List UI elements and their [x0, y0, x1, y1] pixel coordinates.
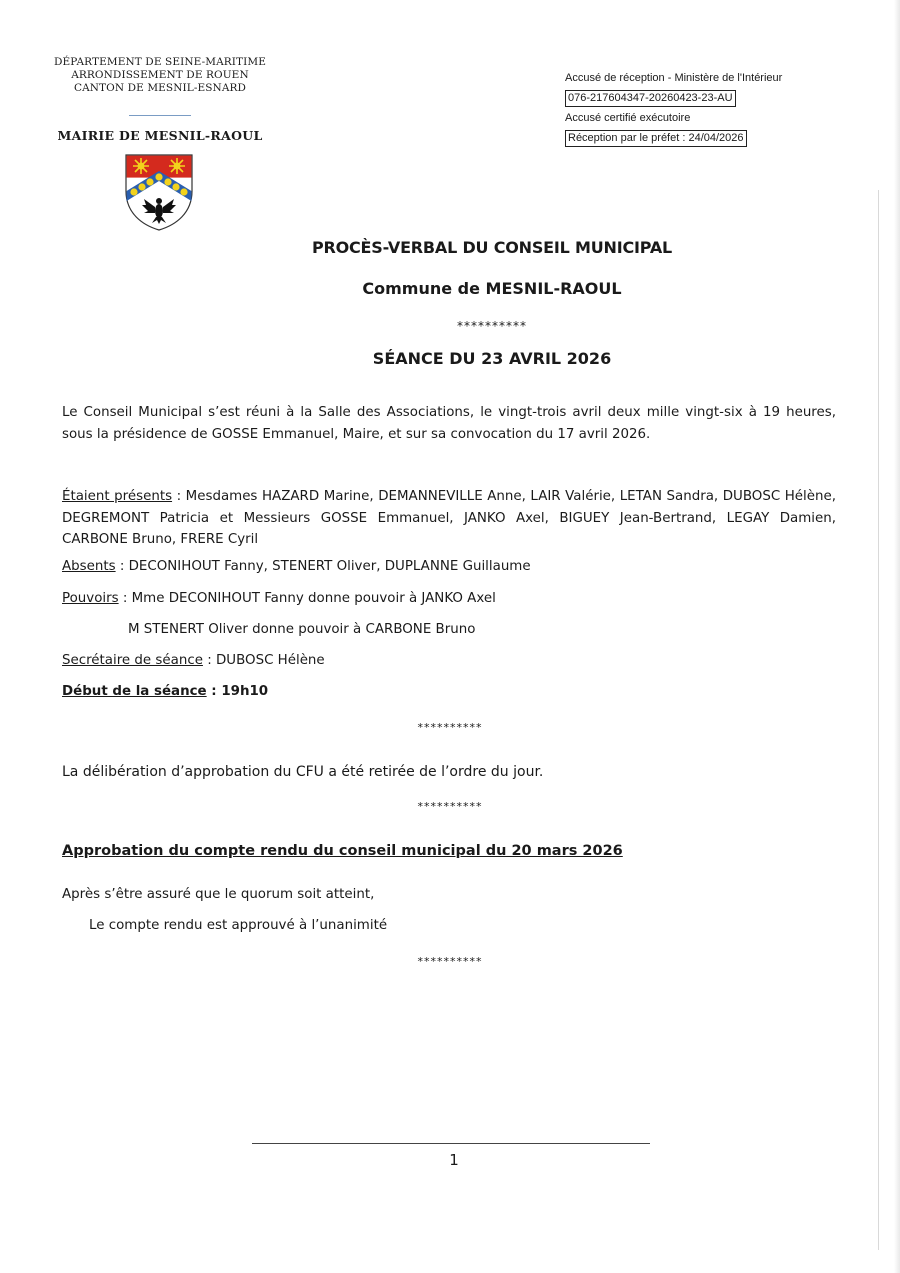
page-number: 1	[449, 1151, 459, 1169]
coat-of-arms-icon	[122, 153, 196, 231]
presents-paragraph	[62, 486, 836, 551]
pouvoirs-first: : Mme DECONIHOUT Fanny donne pouvoir à JANKO Axel	[118, 591, 496, 606]
pouvoirs-second: M STENERT Oliver donne pouvoir à CARBONE Bruno	[128, 622, 476, 637]
footer-divider	[252, 1143, 650, 1144]
separator-3: **********	[417, 955, 483, 968]
document-title: PROCÈS-VERBAL DU CONSEIL MUNICIPAL	[311, 238, 673, 257]
administrative-header	[40, 56, 280, 116]
presents-label: Étaient présents	[62, 489, 173, 504]
receipt-id: 076-217604347-20260423-23-AU	[565, 90, 736, 107]
debut-value: : 19h10	[206, 684, 269, 699]
separator-2: **********	[417, 800, 483, 813]
canton-line: CANTON DE MESNIL-ESNARD	[73, 82, 247, 94]
approval-line: Le compte rendu est approuvé à l’unanimité	[89, 918, 388, 933]
prefecture-receipt-stamp	[565, 68, 782, 148]
absents-list: : DECONIHOUT Fanny, STENERT Oliver, DUPLANNE Guillaume	[115, 559, 531, 574]
secretaire-line	[62, 651, 325, 671]
absents-line	[62, 557, 531, 577]
section-heading: Approbation du compte rendu du conseil municipal du 20 mars 2026	[62, 843, 623, 859]
cfu-note: La délibération d’approbation du CFU a été retirée de l’ordre du jour.	[62, 764, 544, 780]
receipt-ministry-line: Accusé de réception - Ministère de l'Intérieur	[565, 72, 783, 84]
pouvoirs-label: Pouvoirs	[62, 591, 119, 606]
pouvoirs-line	[62, 589, 496, 609]
secretaire-value: : DUBOSC Hélène	[202, 653, 325, 668]
intro-paragraph: Le Conseil Municipal s’est réuni à la Salle des Associations, le vingt-trois avril deux mille vingt-six à 19 heures, sous la présidence de GOSSE Emmanuel, Maire, et sur sa convocation du 17 avril 2026.	[62, 405, 836, 442]
scan-edge	[894, 0, 900, 1273]
receipt-prefet-date: Réception par le préfet : 24/04/2026	[565, 130, 747, 147]
header-divider	[129, 115, 191, 116]
quorum-line: Après s’être assuré que le quorum soit atteint,	[62, 887, 375, 902]
debut-label: Début de la séance	[62, 684, 207, 699]
presents-list: : Mesdames HAZARD Marine, DEMANNEVILLE Anne, LAIR Valérie, LETAN Sandra, DUBOSC Hélène, DEGREMONT Patricia et Messieurs GOSSE Emmanuel, JANKO Axel, BIGUEY Jean-Bertrand, LEGAY Damien, CARBONE Bruno, FRERE Cyril	[62, 489, 836, 547]
absents-label: Absents	[62, 559, 116, 574]
session-date: SÉANCE DU 23 AVRIL 2026	[372, 349, 612, 368]
department-line: DÉPARTEMENT DE SEINE-MARITIME	[54, 56, 266, 68]
secretaire-label: Secrétaire de séance	[62, 653, 203, 668]
debut-line	[62, 682, 268, 702]
mairie-name: MAIRIE DE MESNIL-RAOUL	[57, 128, 263, 143]
commune-subtitle: Commune de MESNIL-RAOUL	[362, 279, 622, 298]
title-separator: **********	[457, 319, 527, 333]
separator-1: **********	[417, 721, 483, 734]
receipt-certified-line: Accusé certifié exécutoire	[565, 112, 691, 124]
arrondissement-line: ARRONDISSEMENT DE ROUEN	[71, 69, 249, 81]
